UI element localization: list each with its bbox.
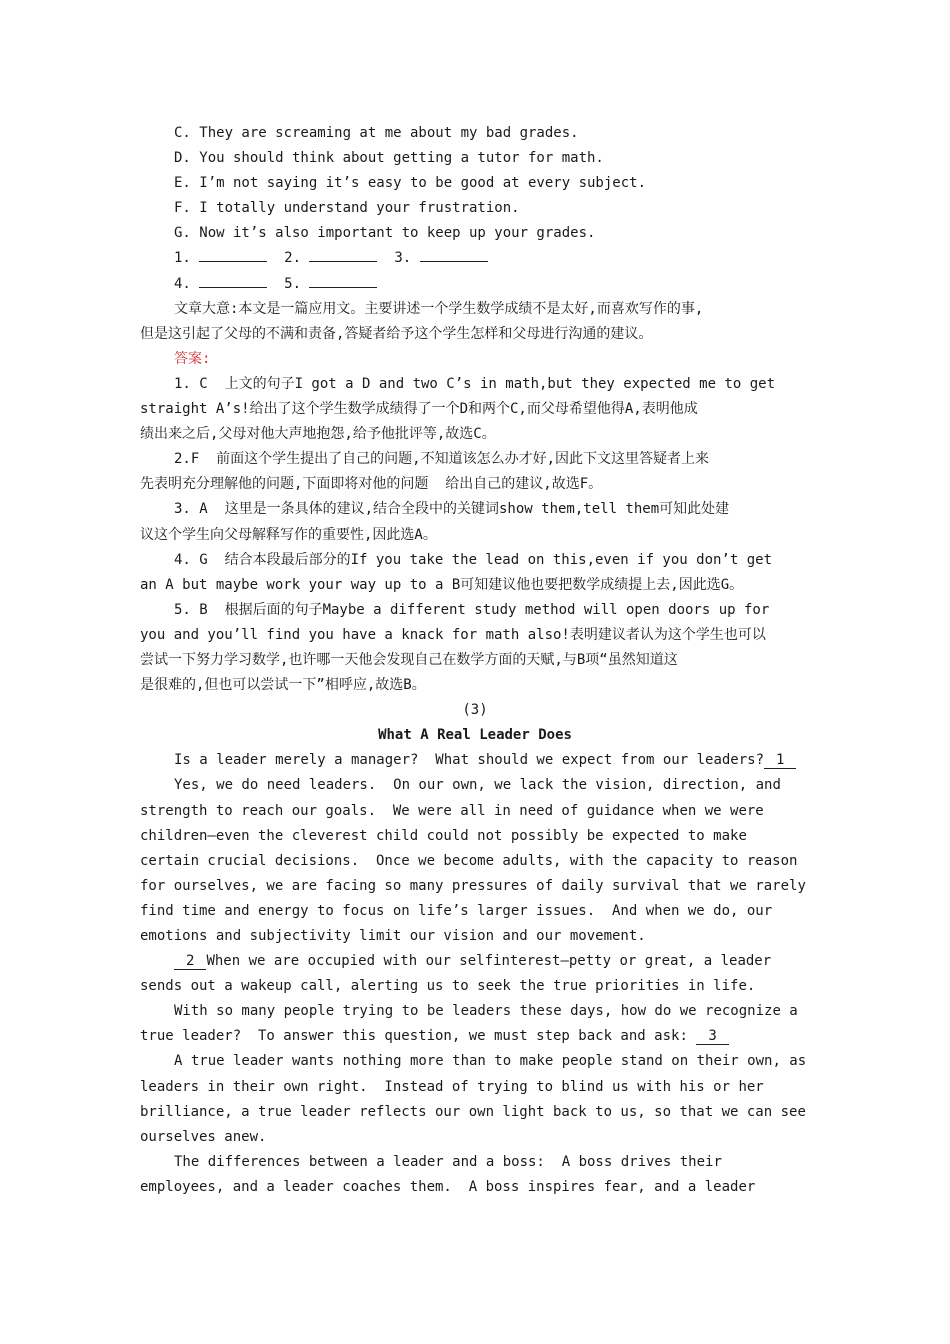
summary-line-1: 文章大意:本文是一篇应用文。主要讲述一个学生数学成绩不是太好,而喜欢写作的事, (174, 300, 704, 317)
passage-text: When we are occupied with our selfinterest—petty or great, a leader (206, 953, 772, 970)
answer-blanks-row-1 (140, 246, 810, 271)
answer-blank-3[interactable] (420, 246, 488, 262)
summary-line-2: 但是这引起了父母的不满和责备,答疑者给予这个学生怎样和父母进行沟通的建议。 (140, 325, 653, 342)
document-page (140, 121, 810, 1200)
answer-blanks-row-2 (140, 272, 810, 297)
passage-line: certain crucial decisions. Once we become adults, with the capacity to reason (140, 852, 798, 869)
passage-line: ourselves anew. (140, 1128, 267, 1145)
explanation-line: 先表明充分理解他的问题,下面即将对他的问题 给出自己的建议,故选F。 (140, 476, 603, 493)
option-e: E. I’m not saying it’s easy to be good at every subject. (174, 175, 647, 192)
passage-text: Is a leader merely a manager? What should we expect from our leaders? (174, 752, 765, 769)
option-d: D. You should think about getting a tutor for math. (174, 150, 604, 167)
answer-blank-4[interactable] (199, 272, 267, 288)
option-c: C. They are screaming at me about my bad grades. (174, 125, 579, 141)
explanation-line: 尝试一下努力学习数学,也许哪一天他会发现自己在数学方面的天赋,与B项“虽然知道这 (140, 651, 678, 668)
blank-label-3: 3. (394, 250, 412, 267)
passage-line: With so many people trying to be leaders these days, how do we recognize a (174, 1003, 798, 1020)
passage-line: A true leader wants nothing more than to make people stand on their own, as (174, 1053, 807, 1070)
blank-label-4: 4. (174, 275, 191, 292)
answer-blank-5[interactable] (309, 272, 377, 288)
passage-blank-2[interactable]: 2 (174, 953, 206, 970)
explanation-line: 4. G 结合本段最后部分的If you take the lead on this,even if you don’t get (174, 551, 773, 568)
explanation-line: 5. B 根据后面的句子Maybe a different study method will open doors up for (174, 601, 770, 618)
passage-line: strength to reach our goals. We were all in need of guidance when we were (140, 802, 764, 819)
explanation-line: 议这个学生向父母解释写作的重要性,因此选A。 (140, 526, 437, 543)
explanation-line: 绩出来之后,父母对他大声地抱怨,给予他批评等,故选C。 (140, 426, 496, 443)
blank-label-1: 1. (174, 250, 191, 267)
blank-label-5: 5. (284, 275, 302, 292)
passage-paragraph-3 (140, 949, 810, 974)
answer-blank-2[interactable] (309, 246, 377, 262)
passage-paragraph-1 (140, 748, 810, 773)
section-number: (3) (462, 702, 488, 719)
passage-line: Yes, we do need leaders. On our own, we lack the vision, direction, and (174, 777, 781, 794)
passage-blank-3[interactable]: 3 (696, 1028, 728, 1045)
explanation-line: straight A’s!给出了这个学生数学成绩得了一个D和两个C,而父母希望他得A,表明他成 (140, 401, 698, 418)
option-g: G. Now it’s also important to keep up your grades. (174, 225, 596, 242)
passage-line: employees, and a leader coaches them. A boss inspires fear, and a leader (140, 1178, 756, 1195)
explanation-line: an A but maybe work your way up to a B可知建议他也要把数学成绩提上去,因此选G。 (140, 576, 744, 593)
passage-line: brilliance, a true leader reflects our own light back to us, so that we can see (140, 1103, 806, 1120)
option-f: F. I totally understand your frustration. (174, 200, 520, 217)
passage-line: leaders in their own right. Instead of trying to blind us with his or her (140, 1078, 764, 1095)
explanation-line: 3. A 这里是一条具体的建议,结合全段中的关键词show them,tell them可知此处建 (174, 501, 730, 518)
passage-title: What A Real Leader Does (378, 727, 572, 744)
answer-blank-1[interactable] (199, 246, 267, 262)
explanation-line: you and you’ll find you have a knack for math also!表明建议者认为这个学生也可以 (140, 626, 766, 643)
blank-label-2: 2. (284, 250, 302, 267)
passage-blank-1[interactable]: 1 (764, 752, 796, 769)
passage-line: children—even the cleverest child could not possibly be expected to make (140, 827, 747, 844)
answers-label: 答案: (174, 350, 211, 367)
passage-line: sends out a wakeup call, alerting us to seek the true priorities in life. (140, 978, 756, 995)
passage-line: emotions and subjectivity limit our vision and our movement. (140, 928, 646, 944)
explanation-line: 2.F 前面这个学生提出了自己的问题,不知道该怎么办才好,因此下文这里答疑者上来 (174, 451, 709, 468)
passage-line: for ourselves, we are facing so many pressures of daily survival that we rarely (140, 877, 806, 894)
passage-text: true leader? To answer this question, we must step back and ask: (140, 1028, 688, 1045)
passage-line: find time and energy to focus on life’s larger issues. And when we do, our (140, 902, 773, 919)
explanation-line: 1. C 上文的句子I got a D and two C’s in math,but they expected me to get (174, 375, 776, 392)
passage-paragraph-4-end (140, 1024, 810, 1049)
explanation-line: 是很难的,但也可以尝试一下”相呼应,故选B。 (140, 677, 426, 694)
passage-line: The differences between a leader and a boss: A boss drives their (174, 1153, 722, 1170)
